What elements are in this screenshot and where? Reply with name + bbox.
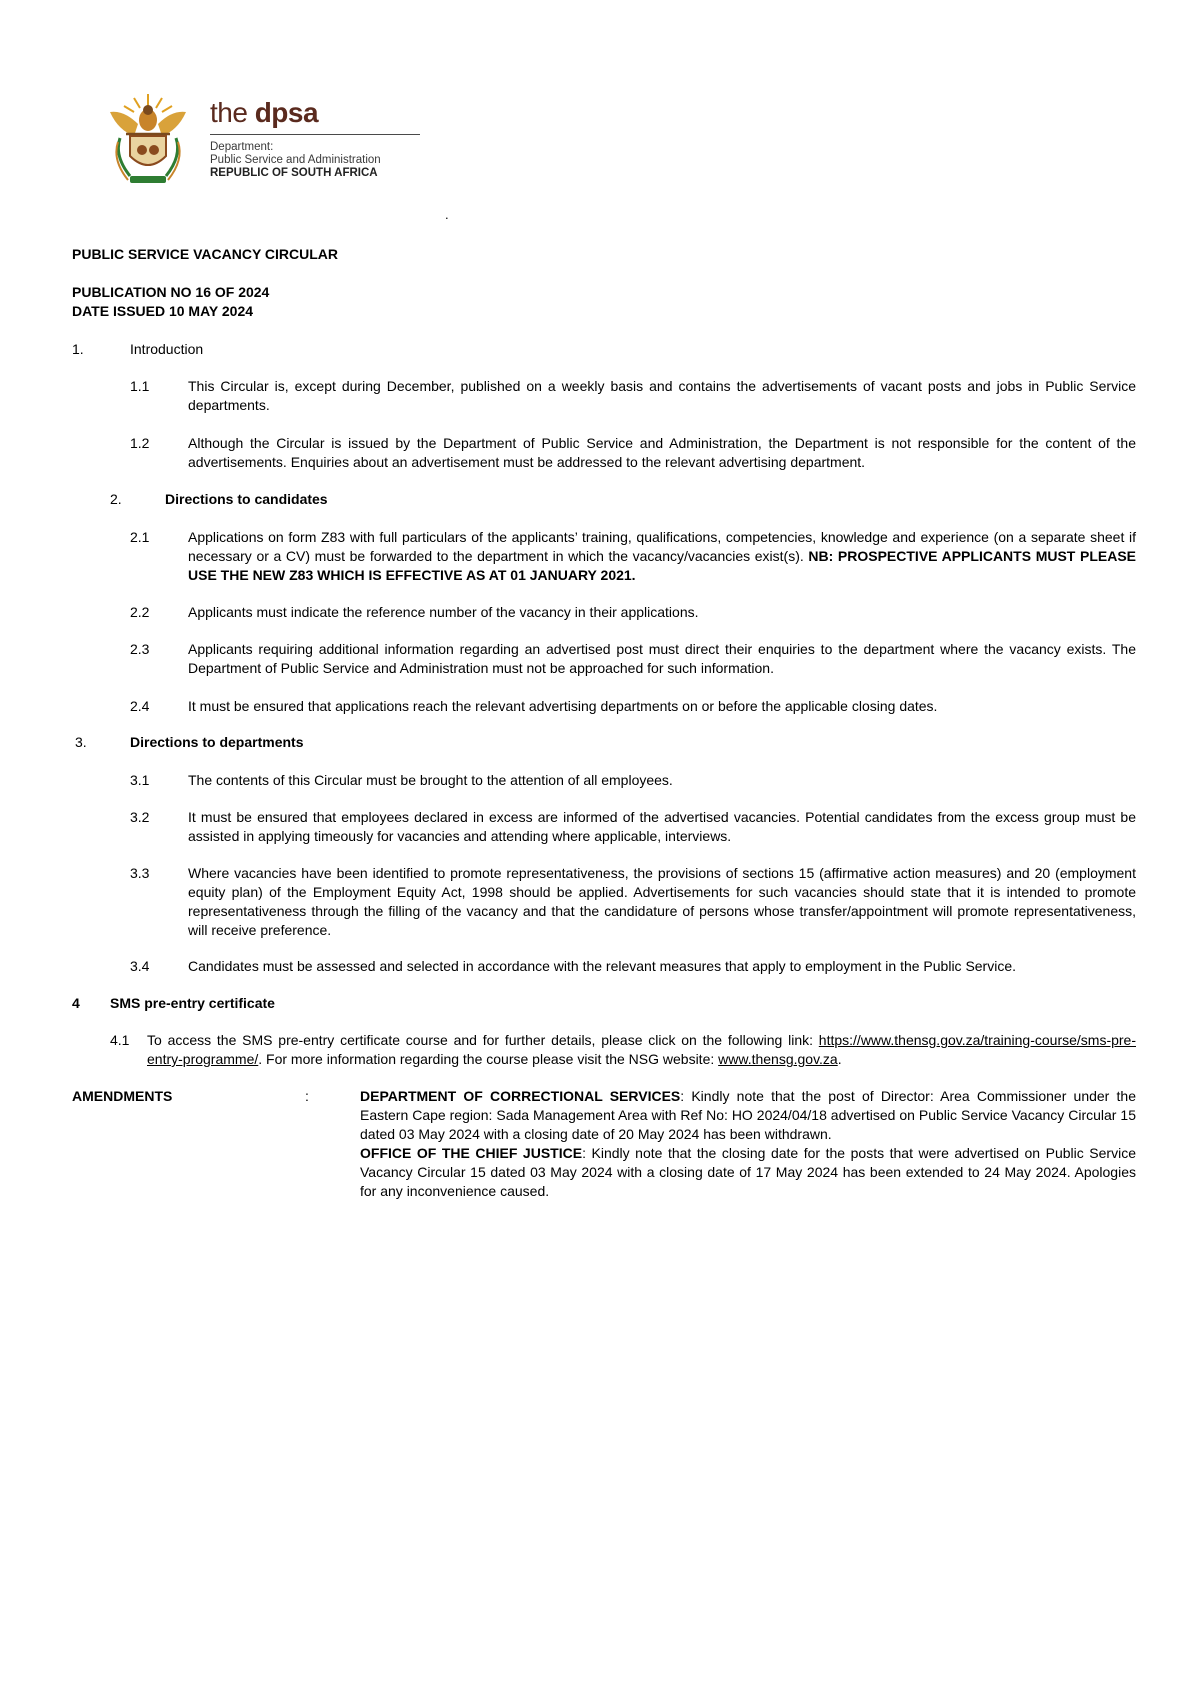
- item-3-2-text: It must be ensured that employees declared in excess are informed of the advertised vacancies. Potential candidates from the excess group must be assisted in applying timeously for vacancies and attending where applicable, interviews.: [188, 809, 1136, 844]
- item-3-1-text: The contents of this Circular must be brought to the attention of all employees.: [188, 772, 673, 788]
- item-3-4-number: 3.4: [130, 958, 150, 974]
- item-2-1-number: 2.1: [130, 529, 150, 545]
- section-3-title: Directions to departments: [130, 734, 304, 750]
- section-3-number: 3.: [75, 734, 87, 750]
- item-4-1-number: 4.1: [110, 1032, 130, 1048]
- item-3-3-text: Where vacancies have been identified to promote representativeness, the provisions of sections 15 (affirmative action measures) and 20 (employment equity plan) of the Employment Equity Act, 1998 should be applied. Advertisements for such vacancies should state that it is intended to promote representativeness through the filling of the vacancy and that the candidature of persons whose transfer/appointment will promote representativeness, will receive preference.: [188, 865, 1136, 938]
- dpsa-wordmark: [210, 98, 420, 180]
- item-3-1-number: 3.1: [130, 772, 150, 788]
- brand-divider: [210, 134, 420, 135]
- coat-of-arms-logo: [104, 90, 192, 188]
- item-3-3-number: 3.3: [130, 865, 150, 881]
- item-4-1-text: To access the SMS pre-entry certificate course and for further details, please click on the following link: https://www.thensg.gov.za/training-course/sms-pre-entry-programme/. For more information regarding the course please visit the NSG website: www.thensg.gov.za.: [147, 1032, 1136, 1067]
- brand-name: the dpsa: [210, 97, 319, 128]
- section-2-title: Directions to candidates: [165, 491, 328, 507]
- brand-line-ministry: Public Service and Administration: [210, 154, 381, 166]
- amendment-dept-name: DEPARTMENT OF CORRECTIONAL SERVICES: [360, 1088, 681, 1104]
- amendments-colon: :: [305, 1088, 309, 1104]
- section-1-number: 1.: [72, 341, 84, 357]
- amendment-dept-name: OFFICE OF THE CHIEF JUSTICE: [360, 1145, 583, 1161]
- item-2-1-text: Applications on form Z83 with full particulars of the applicants’ training, qualifications, competencies, knowledge and experience (on a separate sheet if necessary or a CV) must be forwarded to the department in which the vacancy/vacancies exist(s). NB: PROSPECTIVE APPLICANTS MUST PLEASE USE THE NEW Z83 WHICH IS EFFECTIVE AS AT 01 JANUARY 2021.: [188, 529, 1136, 583]
- item-1-2-number: 1.2: [130, 435, 150, 451]
- brand-line-country: REPUBLIC OF SOUTH AFRICA: [210, 167, 378, 179]
- item-2-3-number: 2.3: [130, 641, 150, 657]
- amendment-correctional-services: DEPARTMENT OF CORRECTIONAL SERVICES: Kindly note that the post of Director: Area Commissioner under the Eastern Cape region: Sada Management Area with Ref No: HO 2024/04/18 advertised on Public Service Vacancy Circular 15 dated 03 May 2024 with a closing date of 20 May 2024 has been withdrawn.: [360, 1088, 1137, 1142]
- item-1-1-number: 1.1: [130, 378, 150, 394]
- amendment-chief-justice: OFFICE OF THE CHIEF JUSTICE: Kindly note that the closing date for the posts that were advertised on Public Service Vacancy Circular 15 dated 03 May 2024 with a closing date of 17 May 2024 has been extended to 24 May 2024. Apologies for any inconvenience caused.: [360, 1145, 1136, 1199]
- stray-mark: .: [445, 207, 449, 222]
- publication-number: PUBLICATION NO 16 OF 2024: [72, 284, 270, 300]
- section-2-number: 2.: [110, 491, 122, 507]
- item-1-2-text: Although the Circular is issued by the Department of Public Service and Administration, the Department is not responsible for the content of the advertisements. Enquiries about an advertisement must be addressed to the relevant advertising department.: [188, 435, 1136, 470]
- date-issued: DATE ISSUED 10 MAY 2024: [72, 303, 254, 319]
- section-4-number: 4: [72, 995, 80, 1011]
- section-4-title: SMS pre-entry certificate: [110, 995, 275, 1011]
- item-2-4-number: 2.4: [130, 698, 150, 714]
- item-3-4-text: Candidates must be assessed and selected in accordance with the relevant measures that apply to employment in the Public Service.: [188, 958, 1017, 974]
- sms-course-link[interactable]: https://www.thensg.gov.za/training-course/sms-pre-entry-programme/: [147, 1032, 1136, 1067]
- nsg-website-link[interactable]: www.thensg.gov.za: [718, 1051, 838, 1067]
- z83-notice: NB: PROSPECTIVE APPLICANTS MUST PLEASE USE THE NEW Z83 WHICH IS EFFECTIVE AS AT 01 JANUARY 2021.: [188, 548, 1136, 583]
- circular-title: PUBLIC SERVICE VACANCY CIRCULAR: [72, 246, 339, 262]
- item-2-3-text: Applicants requiring additional information regarding an advertised post must direct their enquiries to the department where the vacancy exists. The Department of Public Service and Administration must not be approached for such information.: [188, 641, 1136, 676]
- item-2-2-text: Applicants must indicate the reference number of the vacancy in their applications.: [188, 604, 699, 620]
- brand-line-department: Department:: [210, 141, 274, 153]
- item-2-2-number: 2.2: [130, 604, 150, 620]
- item-3-2-number: 3.2: [130, 809, 150, 825]
- amendments-label: AMENDMENTS: [72, 1088, 173, 1104]
- item-1-1-text: This Circular is, except during December, published on a weekly basis and contains the advertisements of vacant posts and jobs in Public Service departments.: [188, 378, 1136, 413]
- section-1-title: Introduction: [130, 341, 204, 357]
- item-2-4-text: It must be ensured that applications reach the relevant advertising departments on or before the applicable closing dates.: [188, 698, 938, 714]
